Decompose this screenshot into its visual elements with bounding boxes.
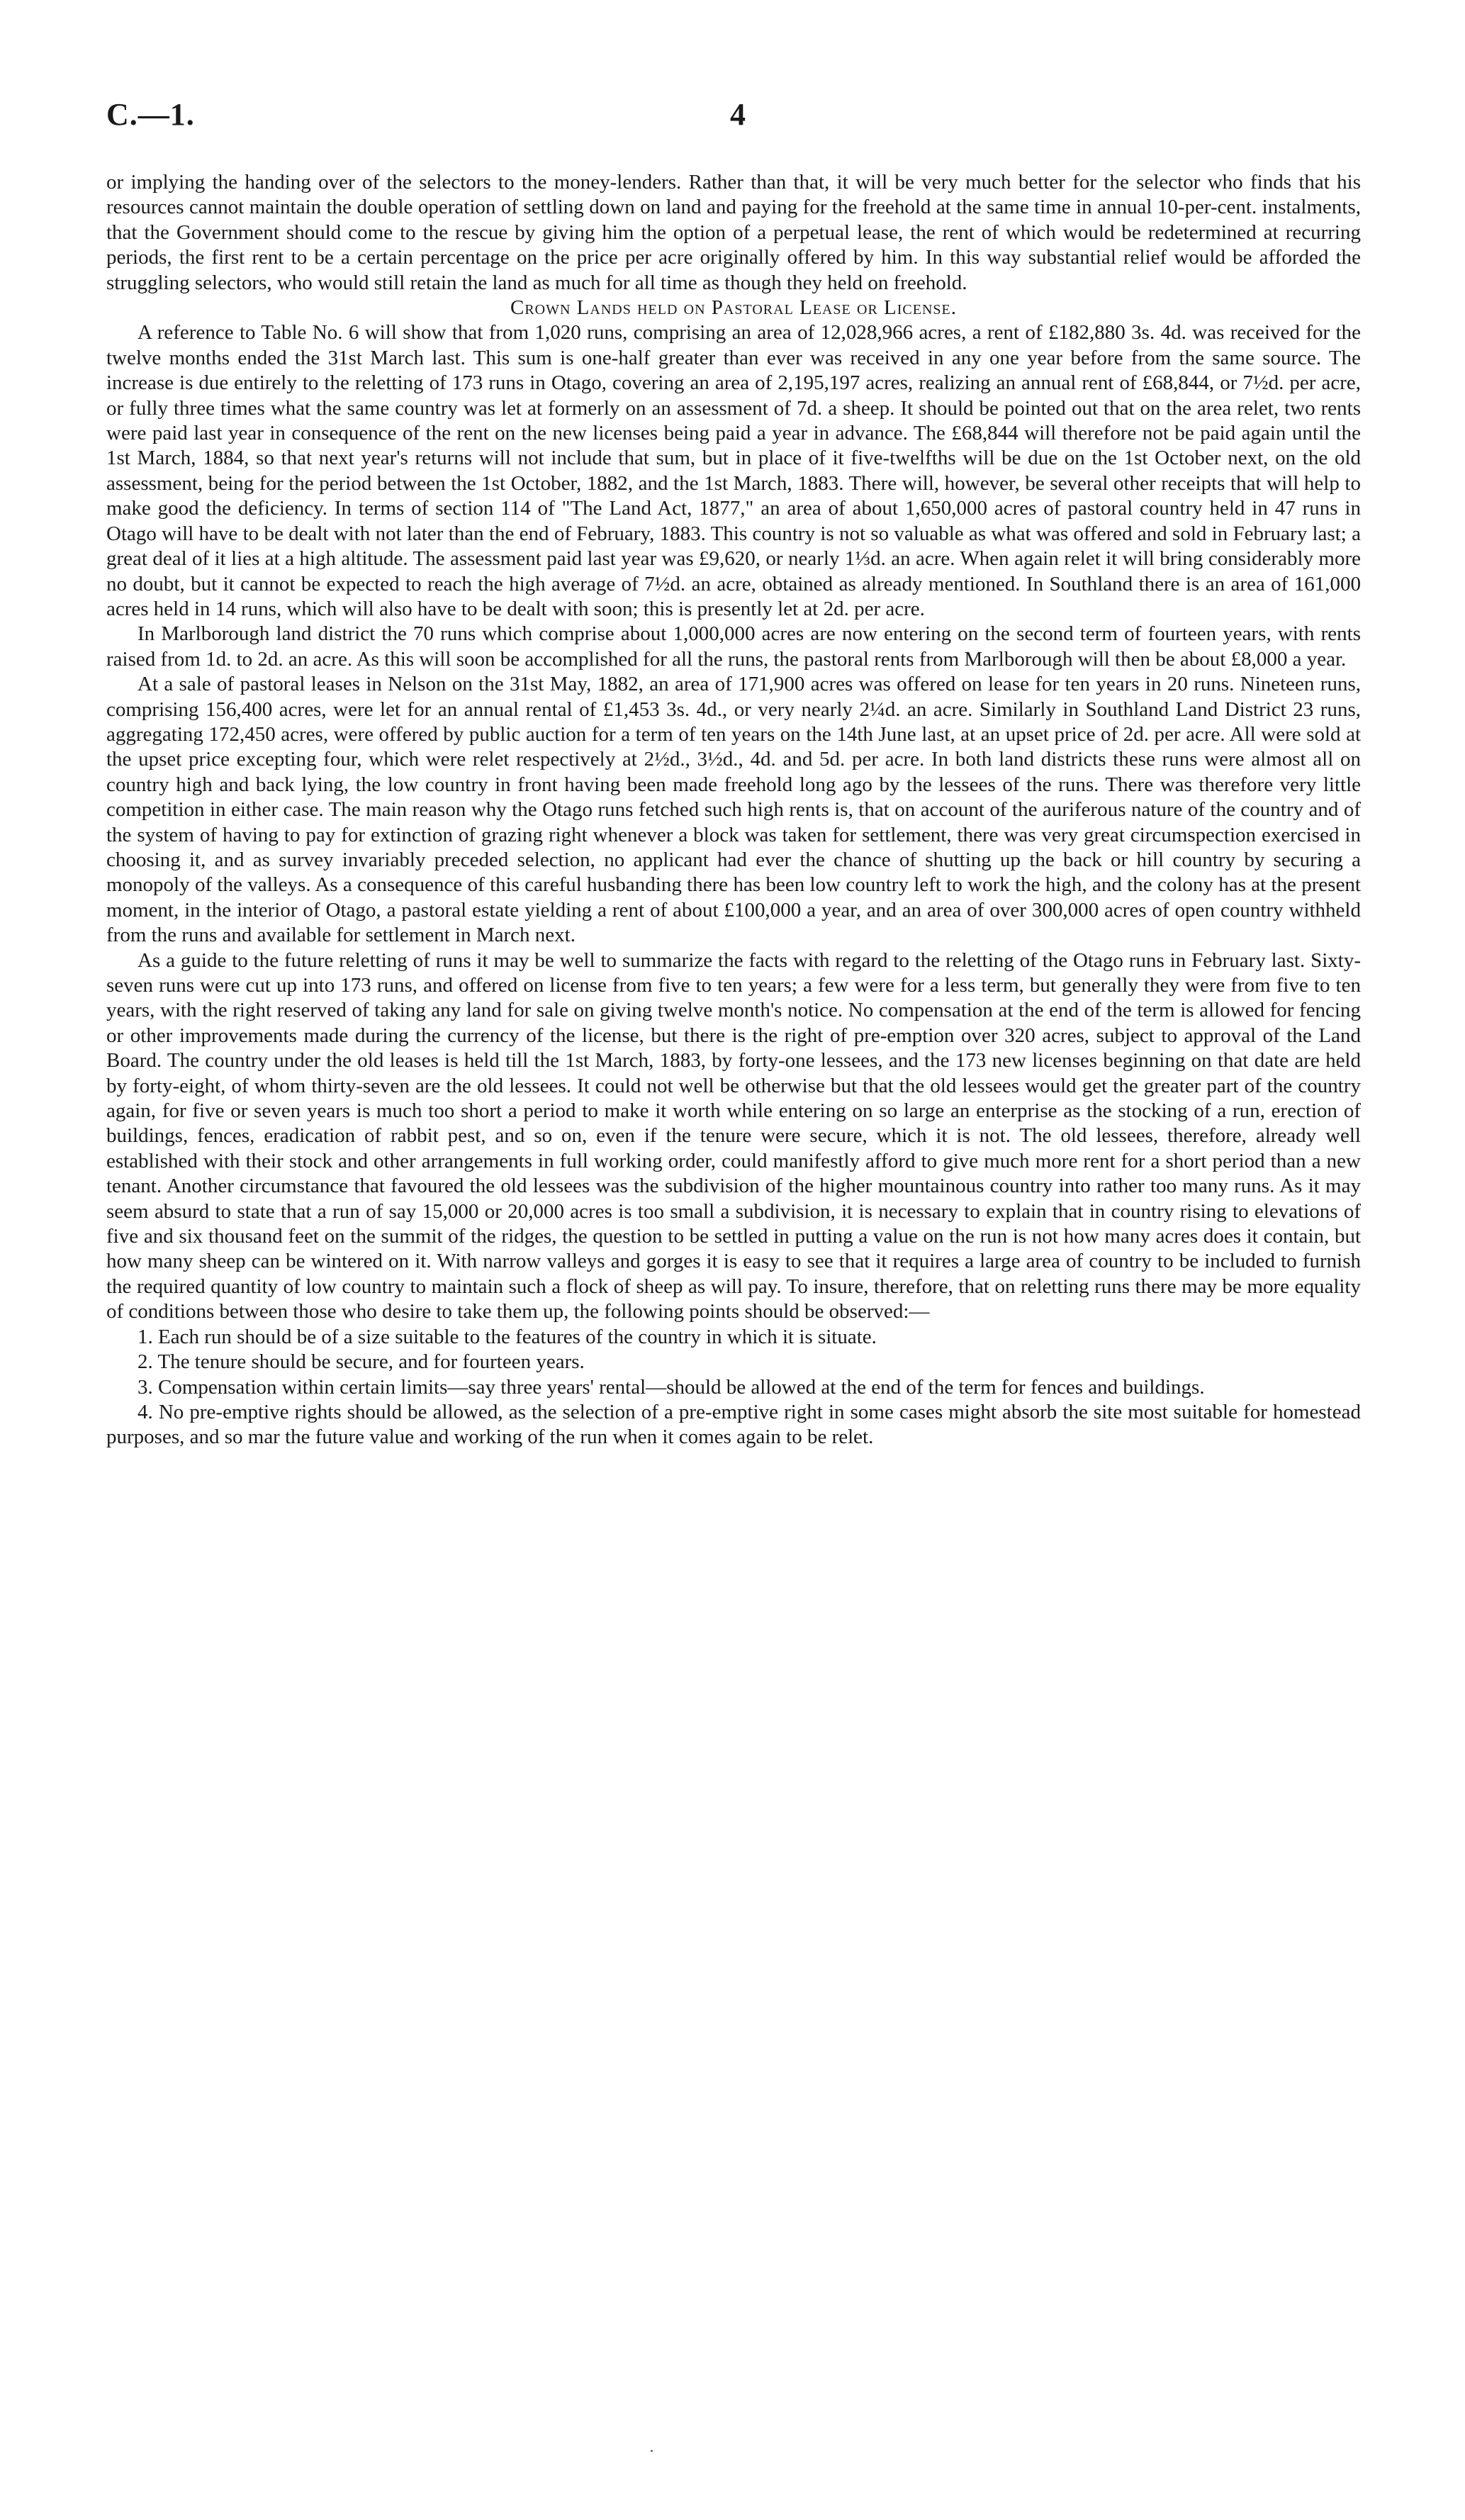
section-heading: Crown Lands held on Pastoral Lease or License. — [510, 296, 958, 320]
body-text — [106, 170, 1361, 1450]
paragraph: At a sale of pastoral leases in Nelson on the 31st May, 1882, an area of 171,900 acres was offered on lease for ten years in 20 runs. Nineteen runs, comprising 156,400 acres, were let for an annual rental of £1,453 3s. 4d., or very nearly 2¼d. an acre. Similarly in Southland Land District 23 runs, aggregating 172,450 acres, were offered by public auction for a term of ten years on the 14th June last, at an upset price of 2d. per acre. All were sold at the upset price excepting four, which were relet respectively at 2½d., 3½d., 4d. and 5d. per acre. In both land districts these runs were almost all on country high and back lying, the low country in front having been made freehold long ago by the lessees of the runs. There was therefore very little competition in either case. The main reason why the Otago runs fetched such high rents is, that on account of the auriferous nature of the country and of the system of having to pay for extinction of grazing right whenever a block was taken for settlement, there was very great circumspection exercised in choosing it, and as survey invariably preceded selection, no applicant had ever the chance of shutting up the back or hill country by securing a monopoly of the valleys. As a consequence of this careful husbanding there has been low country left to work the high, and the colony has at the present moment, in the interior of Otago, a pastoral estate yielding a rent of about £100,000 a year, and an area of over 300,000 acres of open country withheld from the runs and available for settlement in March next. — [106, 673, 1361, 947]
stray-mark — [651, 2450, 653, 2452]
paragraph: A reference to Table No. 6 will show that from 1,020 runs, comprising an area of 12,028,966 acres, a rent of £182,880 3s. 4d. was received for the twelve months ended the 31st March last. This sum is one-half greater than ever was received in any one year before from the same source. The increase is due entirely to the reletting of 173 runs in Otago, covering an area of 2,195,197 acres, realizing an annual rent of £68,844, or 7½d. per acre, or fully three times what the same country was let at formerly on an assessment of 7d. a sheep. It should be pointed out that on the area relet, two rents were paid last year in consequence of the rent on the new licenses being paid a year in advance. The £68,844 will therefore not be paid again until the 1st March, 1884, so that next year's returns will not include that sum, but in place of it five-twelfths will be due on the 1st October next, on the old assessment, being for the period between the 1st October, 1882, and the 1st March, 1883. There will, however, be several other receipts that will help to make good the deficiency. In terms of section 114 of "The Land Act, 1877," an area of about 1,650,000 acres of pastoral country held in 47 runs in Otago will have to be dealt with not later than the end of February, 1883. This country is not so valuable as what was offered and sold in February last; a great deal of it lies at a high altitude. The assessment paid last year was £9,620, or nearly 1⅓d. an acre. When again relet it will bring considerably more no doubt, but it cannot be expected to reach the high average of 7½d. an acre, obtained as already mentioned. In Southland there is an area of 161,000 acres held in 14 runs, which will also have to be dealt with soon; this is presently let at 2d. per acre. — [106, 321, 1361, 620]
list-item: 3. Compensation within certain limits—say three years' rental—should be allowed at the end of the term for fences and buildings. — [137, 1375, 1205, 1399]
page-header — [106, 96, 1396, 146]
paragraph: In Marlborough land district the 70 runs which comprise about 1,000,000 acres are now entering on the second term of fourteen years, with rents raised from 1d. to 2d. an acre. As this will soon be accomplished for all the runs, the pastoral rents from Marlborough will then be about £8,000 a year. — [106, 622, 1361, 671]
paragraph-continuation: or implying the handing over of the selectors to the money-lenders. Rather than that, it will be very much better for the selector who finds that his resources cannot maintain the double operation of settling down on land and paying for the freehold at the same time in annual 10-per-cent. instalments, that the Government should come to the rescue by giving him the option of a perpetual lease, the rent of which would be redetermined at recurring periods, the first rent to be a certain percentage on the price per acre originally offered by him. In this way substantial relief would be afforded the struggling selectors, who would still retain the land as much for all time as though they held on freehold. — [106, 171, 1361, 294]
list-item: 1. Each run should be of a size suitable to the features of the country in which it is situate. — [137, 1325, 877, 1348]
document-reference: C.—1. — [106, 97, 195, 132]
list-item: 4. No pre-emptive rights should be allowed, as the selection of a pre-emptive right in some cases might absorb the site most suitable for homestead purposes, and so mar the future value and working of the run when it comes again to be relet. — [106, 1400, 1361, 1449]
paragraph: As a guide to the future reletting of runs it may be well to summarize the facts with regard to the reletting of the Otago runs in February last. Sixty-seven runs were cut up into 173 runs, and offered on license from five to ten years; a few were for a less term, but generally they were from five to ten years, with the right reserved of taking any land for sale on giving twelve month's notice. No compensation at the end of the term is allowed for fencing or other improvements made during the currency of the license, but there is the right of pre-emption over 320 acres, subject to approval of the Land Board. The country under the old leases is held till the 1st March, 1883, by forty-one lessees, and the 173 new licenses beginning on that date are held by forty-eight, of whom thirty-seven are the old lessees. It could not well be otherwise but that the old lessees would get the greater part of the country again, for five or seven years is much too short a period to make it worth while entering on so large an enterprise as the stocking of a run, erection of buildings, fences, eradication of rabbit pest, and so on, even if the tenure were secure, which it is not. The old lessees, therefore, already well established with their stock and other arrangements in full working order, could manifestly afford to give much more rent for a short period than a new tenant. Another circumstance that favoured the old lessees was the subdivision of the higher mountainous country into rather too many runs. As it may seem absurd to state that a run of say 15,000 or 20,000 acres is too small a subdivision, it is necessary to explain that in country rising to elevations of five and six thousand feet on the summit of the ridges, the question to be settled in putting a value on the run is not how many acres does it contain, but how many sheep can be wintered on it. With narrow valleys and gorges it is easy to see that it requires a large area of country to be included to furnish the required quantity of low country to maintain such a flock of sheep as will pay. To insure, therefore, that on reletting runs there may be more equality of conditions between those who desire to take them up, the following points should be observed:— — [106, 948, 1361, 1323]
page-number: 4 — [730, 97, 746, 132]
list-item: 2. The tenure should be secure, and for fourteen years. — [137, 1350, 585, 1374]
